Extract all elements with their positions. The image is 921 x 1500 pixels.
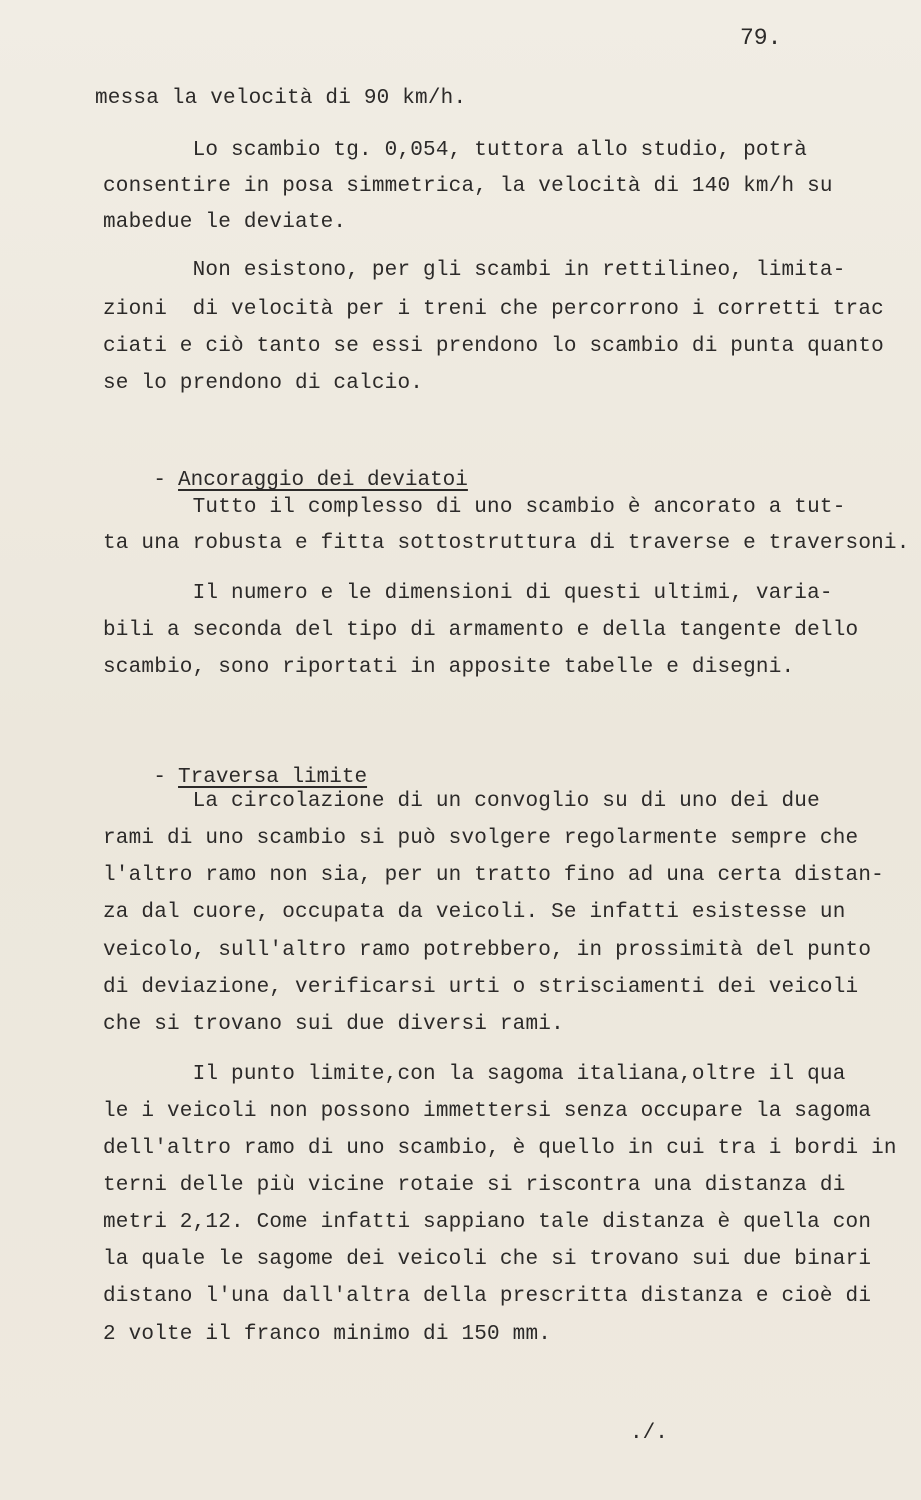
text-line: Lo scambio tg. 0,054, tuttora allo studio, potrà [103,139,808,162]
text-line: distano l'una dall'altra della prescritta distanza e cioè di [103,1285,872,1308]
text-line: dell'altro ramo di uno scambio, è quello in cui tra i bordi in [103,1137,897,1160]
text-line: le i veicoli non possono immettersi senza occupare la sagoma [103,1100,872,1123]
text-line: Non esistono, per gli scambi in rettilineo, limita- [103,259,846,282]
text-line: messa la velocità di 90 km/h. [95,87,467,110]
text-line: zioni di velocità per i treni che percorrono i corretti trac [103,298,884,321]
text-line: ta una robusta e fitta sottostruttura di traverse e traversoni. [103,532,910,555]
text-line: rami di uno scambio si può svolgere regolarmente sempre che [103,827,859,850]
text-line: 2 volte il franco minimo di 150 mm. [103,1323,552,1346]
text-line: consentire in posa simmetrica, la velocità di 140 km/h su [103,175,833,198]
text-line: se lo prendono di calcio. [103,372,424,395]
text-line: bili a seconda del tipo di armamento e della tangente dello [103,619,859,642]
heading-dash: - [153,469,167,492]
text-line: mabedue le deviate. [103,211,347,234]
text-line: Il numero e le dimensioni di questi ultimi, varia- [103,582,833,605]
text-line: la quale le sagome dei veicoli che si trovano sui due binari [103,1248,872,1271]
text-line: metri 2,12. Come infatti sappiano tale distanza è quella con [103,1211,872,1234]
heading-title: Traversa limite [178,766,368,789]
text-line: che si trovano sui due diversi rami. [103,1013,564,1036]
text-line: veicolo, sull'altro ramo potrebbero, in prossimità del punto [103,939,872,962]
text-line: Tutto il complesso di uno scambio è ancorato a tut- [103,496,846,519]
heading-title: Ancoraggio dei deviatoi [178,469,468,492]
text-line: za dal cuore, occupata da veicoli. Se infatti esistesse un [103,901,846,924]
continuation-mark: ./. [630,1422,668,1445]
text-line: scambio, sono riportati in apposite tabelle e disegni. [103,656,795,679]
text-line: terni delle più vicine rotaie si riscontra una distanza di [103,1174,846,1197]
text-line: l'altro ramo non sia, per un tratto fino ad una certa distan- [103,864,884,887]
heading-dash: - [153,766,167,789]
page-number: 79. [740,25,782,51]
text-line: ciati e ciò tanto se essi prendono lo scambio di punta quanto [103,335,884,358]
text-line: Il punto limite,con la sagoma italiana,oltre il qua [103,1063,846,1086]
text-line: di deviazione, verificarsi urti o strisciamenti dei veicoli [103,976,859,999]
text-line: La circolazione di un convoglio su di uno dei due [103,790,820,813]
